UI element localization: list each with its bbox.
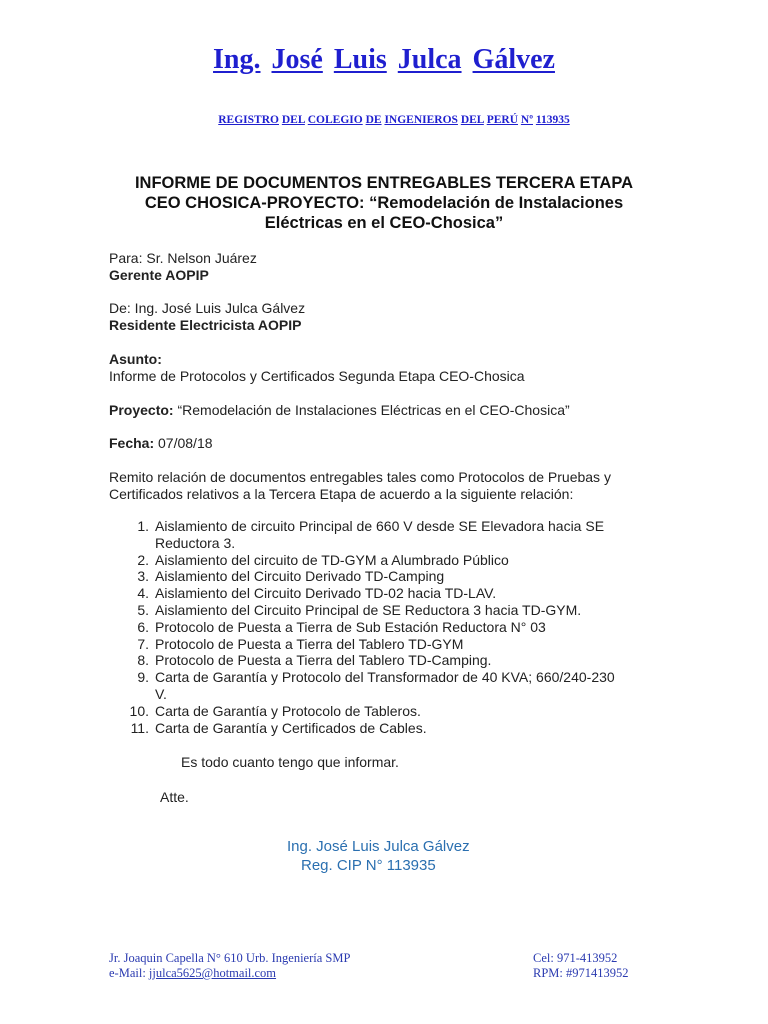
list-item: 5. Aislamiento del Circuito Principal de SE Reductora 3 hacia TD-GYM. <box>137 601 582 618</box>
list-item: 4. Aislamiento del Circuito Derivado TD-02 hacia TD-LAV. <box>137 585 497 602</box>
letterhead-word: Luis <box>333 44 387 75</box>
registration-word: DEL <box>460 114 484 126</box>
list-item: 11. Carta de Garantía y Certificados de Cables. <box>130 719 427 736</box>
registration-word: INGENIEROS <box>384 114 458 126</box>
footer-email-line <box>109 966 276 981</box>
letterhead-word: Julca <box>397 44 462 75</box>
list-item: 2. Aislamiento del circuito de TD-GYM a Alumbrado Público <box>137 551 509 568</box>
subject-text: Informe de Protocolos y Certificados Segunda Etapa CEO-Chosica <box>109 368 525 384</box>
letterhead-word: José <box>271 44 323 75</box>
date-value: 07/08/18 <box>154 435 213 451</box>
intro-line-2: Certificados relativos a la Tercera Etapa de acuerdo a la siguiente relación: <box>109 486 574 502</box>
footer-email-link[interactable]: jjulca5625@hotmail.com <box>148 966 277 980</box>
registration-word: REGISTRO <box>218 114 279 126</box>
list-item: 9. Carta de Garantía y Protocolo del Transformador de 40 KVA; 660/240-230 V. <box>137 669 615 702</box>
registration-word: DE <box>365 114 382 126</box>
list-item: 3. Aislamiento del Circuito Derivado TD-Camping <box>137 568 445 585</box>
date-line <box>109 435 213 452</box>
registration-word: Nº <box>520 114 533 126</box>
footer-cel: Cel: 971-413952 <box>533 951 618 965</box>
intro-line-1: Remito relación de documentos entregables tales como Protocolos de Pruebas y <box>109 469 611 485</box>
registration-word: PERÚ <box>486 114 519 126</box>
project-label: Proyecto: <box>109 402 174 418</box>
list-item: 6. Protocolo de Puesta a Tierra de Sub Estación Reductora N° 03 <box>137 618 546 635</box>
letterhead-word: Ing. <box>213 44 261 75</box>
sender-line: De: Ing. José Luis Julca Gálvez <box>109 300 306 316</box>
letterhead-name <box>0 44 768 76</box>
deliverables-list <box>109 518 669 736</box>
list-item: 10. Carta de Garantía y Protocolo de Tableros. <box>129 702 421 719</box>
date-label: Fecha: <box>109 435 155 451</box>
closing-atte: Atte. <box>160 789 189 805</box>
signature-name: Ing. José Luis Julca Gálvez <box>287 838 470 855</box>
list-item: 8. Protocolo de Puesta a Tierra del Tablero TD-Camping. <box>137 652 492 669</box>
title-line-1: INFORME DE DOCUMENTOS ENTREGABLES TERCERA ETAPA <box>134 174 634 192</box>
list-item: 1. Aislamiento de circuito Principal de 660 V desde SE Elevadora hacia SE Reductora 3. <box>137 518 605 551</box>
signature-reg: Reg. CIP N° 113935 <box>301 857 436 874</box>
closing-text: Es todo cuanto tengo que informar. <box>181 754 399 770</box>
project-text: “Remodelación de Instalaciones Eléctricas en el CEO-Chosica” <box>173 402 570 418</box>
registration-word: DEL <box>281 114 305 126</box>
letterhead-word: Gálvez <box>472 44 555 75</box>
recipient-role: Gerente AOPIP <box>109 267 209 283</box>
footer-email-label: e-Mail: <box>109 966 149 980</box>
registration-word: 113935 <box>535 114 570 126</box>
recipient-line: Para: Sr. Nelson Juárez <box>109 250 257 266</box>
title-line-2: CEO CHOSICA-PROYECTO: “Remodelación de Instalaciones <box>144 194 624 212</box>
list-item: 7. Protocolo de Puesta a Tierra del Tablero TD-GYM <box>137 635 464 652</box>
footer-rpm: RPM: #971413952 <box>533 966 629 980</box>
project-line <box>109 402 570 419</box>
subject-label: Asunto: <box>109 351 162 367</box>
registration-line <box>0 114 768 126</box>
sender-role: Residente Electricista AOPIP <box>109 317 302 333</box>
footer-address: Jr. Joaquin Capella N° 610 Urb. Ingeniería SMP <box>109 951 351 965</box>
registration-word: COLEGIO <box>307 114 363 126</box>
title-line-3: Eléctricas en el CEO-Chosica” <box>264 214 504 232</box>
document-title <box>100 173 668 233</box>
